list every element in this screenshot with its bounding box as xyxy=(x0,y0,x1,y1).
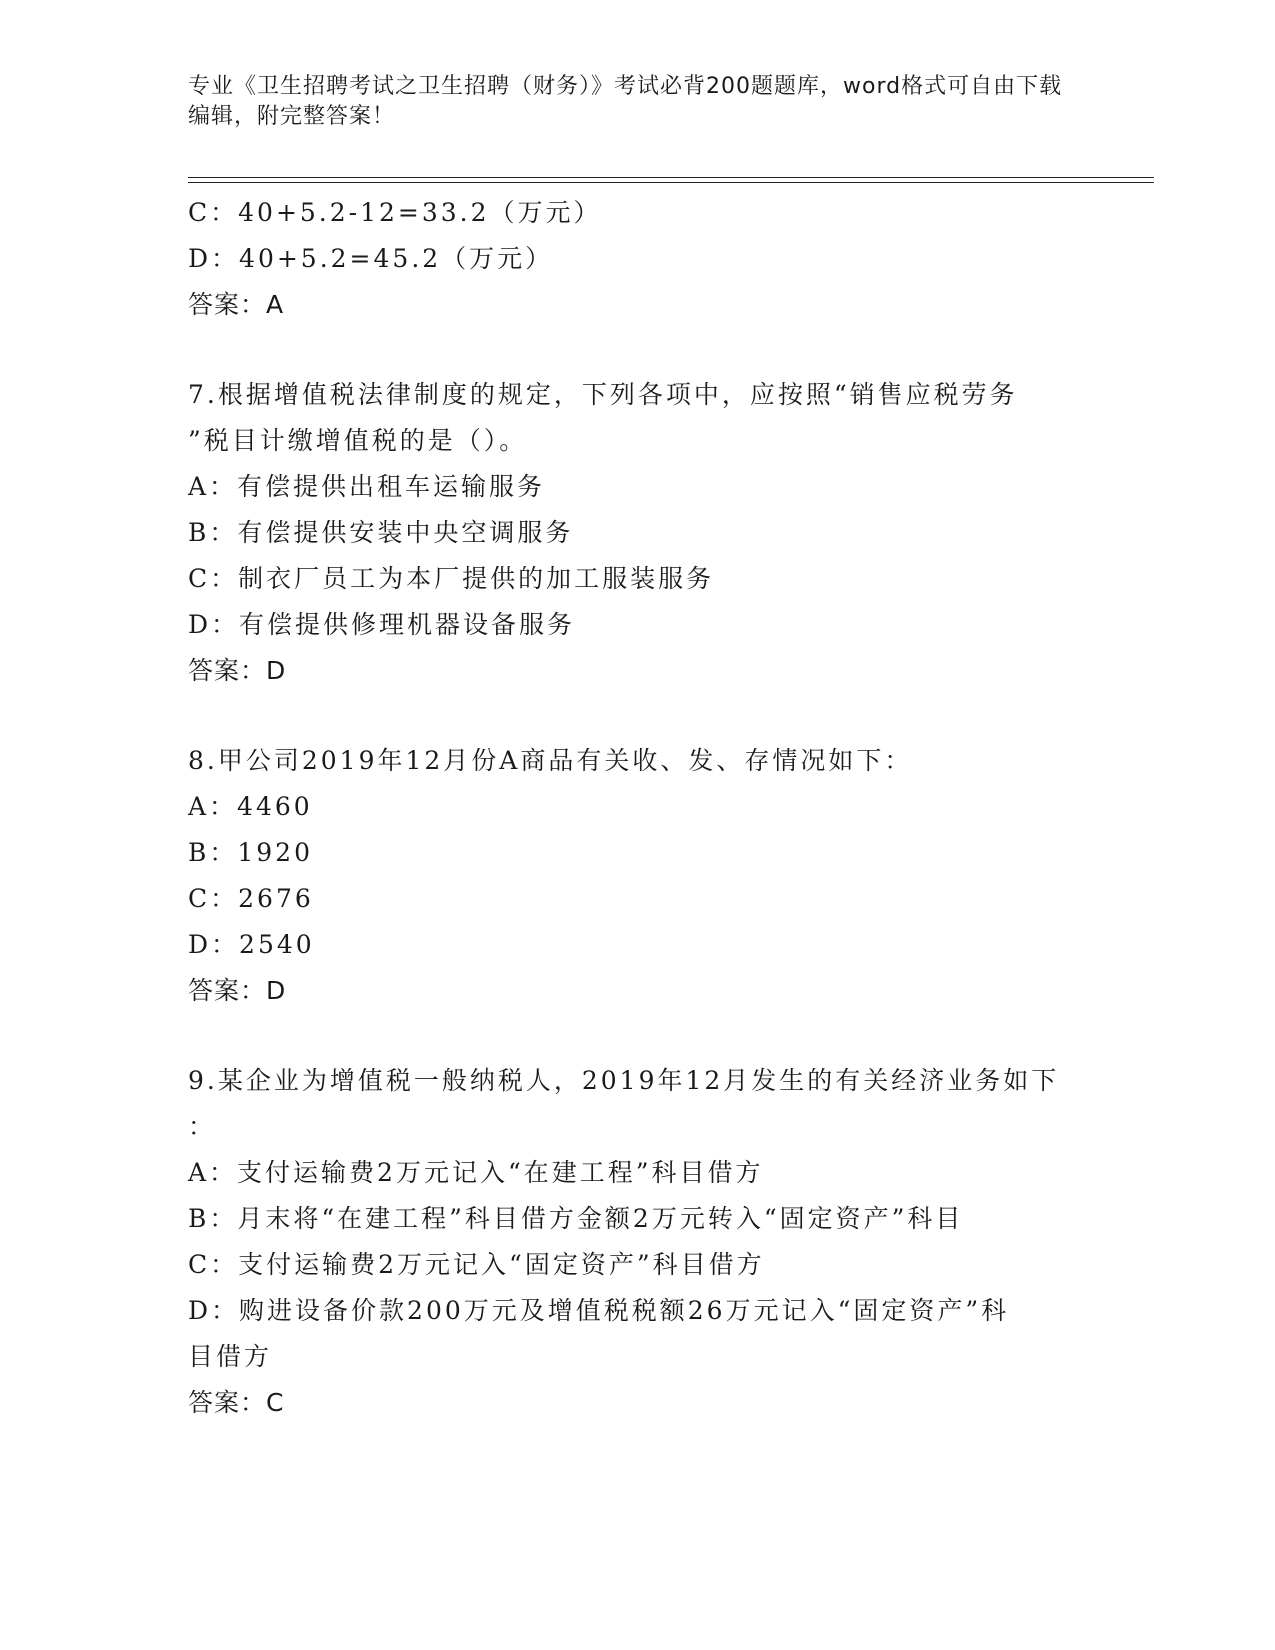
option-a: A：4460 xyxy=(188,792,313,821)
option-d: D：40+5.2=45.2（万元） xyxy=(188,244,554,273)
option-d: D：购进设备价款200万元及增值税税额26万元记入“固定资产”科 xyxy=(188,1296,1010,1325)
answer: 答案：C xyxy=(188,1388,285,1417)
answer: 答案：D xyxy=(188,976,287,1005)
option-d: D：有偿提供修理机器设备服务 xyxy=(188,610,576,639)
question-stem: 9.某企业为增值税一般纳税人，2019年12月发生的有关经济业务如下 xyxy=(188,1066,1060,1095)
answer: 答案：A xyxy=(188,290,285,319)
question-8 xyxy=(188,738,1088,1014)
option-b: B：月末将“在建工程”科目借方金额2万元转入“固定资产”科目 xyxy=(188,1204,964,1233)
option-a: A：有偿提供出租车运输服务 xyxy=(188,472,546,501)
option-c: C：制衣厂员工为本厂提供的加工服装服务 xyxy=(188,564,715,593)
answer: 答案：D xyxy=(188,656,287,685)
document-header: 专业《卫生招聘考试之卫生招聘（财务）》考试必背200题题库，word格式可自由下载编辑，附完整答案！ xyxy=(188,74,1063,129)
option-c: C：2676 xyxy=(188,884,314,913)
option-d-continued: 目借方 xyxy=(188,1342,273,1371)
option-a: A：支付运输费2万元记入“在建工程”科目借方 xyxy=(188,1158,764,1187)
header-divider-top xyxy=(188,177,1154,178)
question-stem-continued: ： xyxy=(188,1112,217,1141)
option-c: C：支付运输费2万元记入“固定资产”科目借方 xyxy=(188,1250,765,1279)
question-stem-continued: ”税目计缴增值税的是（）。 xyxy=(188,426,528,455)
question-7 xyxy=(188,372,1088,694)
option-b: B：有偿提供安装中央空调服务 xyxy=(188,518,574,547)
option-d: D：2540 xyxy=(188,930,315,959)
option-c: C：40+5.2-12=33.2（万元） xyxy=(188,198,602,227)
header-divider-bottom xyxy=(188,182,1154,183)
option-b: B：1920 xyxy=(188,838,313,867)
question-stem: 8.甲公司2019年12月份A商品有关收、发、存情况如下： xyxy=(188,746,913,775)
question-9 xyxy=(188,1058,1088,1426)
question-stem: 7.根据增值税法律制度的规定，下列各项中，应按照“销售应税劳务 xyxy=(188,380,1018,409)
previous-question-tail xyxy=(188,190,1088,328)
question-content xyxy=(188,190,1088,1426)
